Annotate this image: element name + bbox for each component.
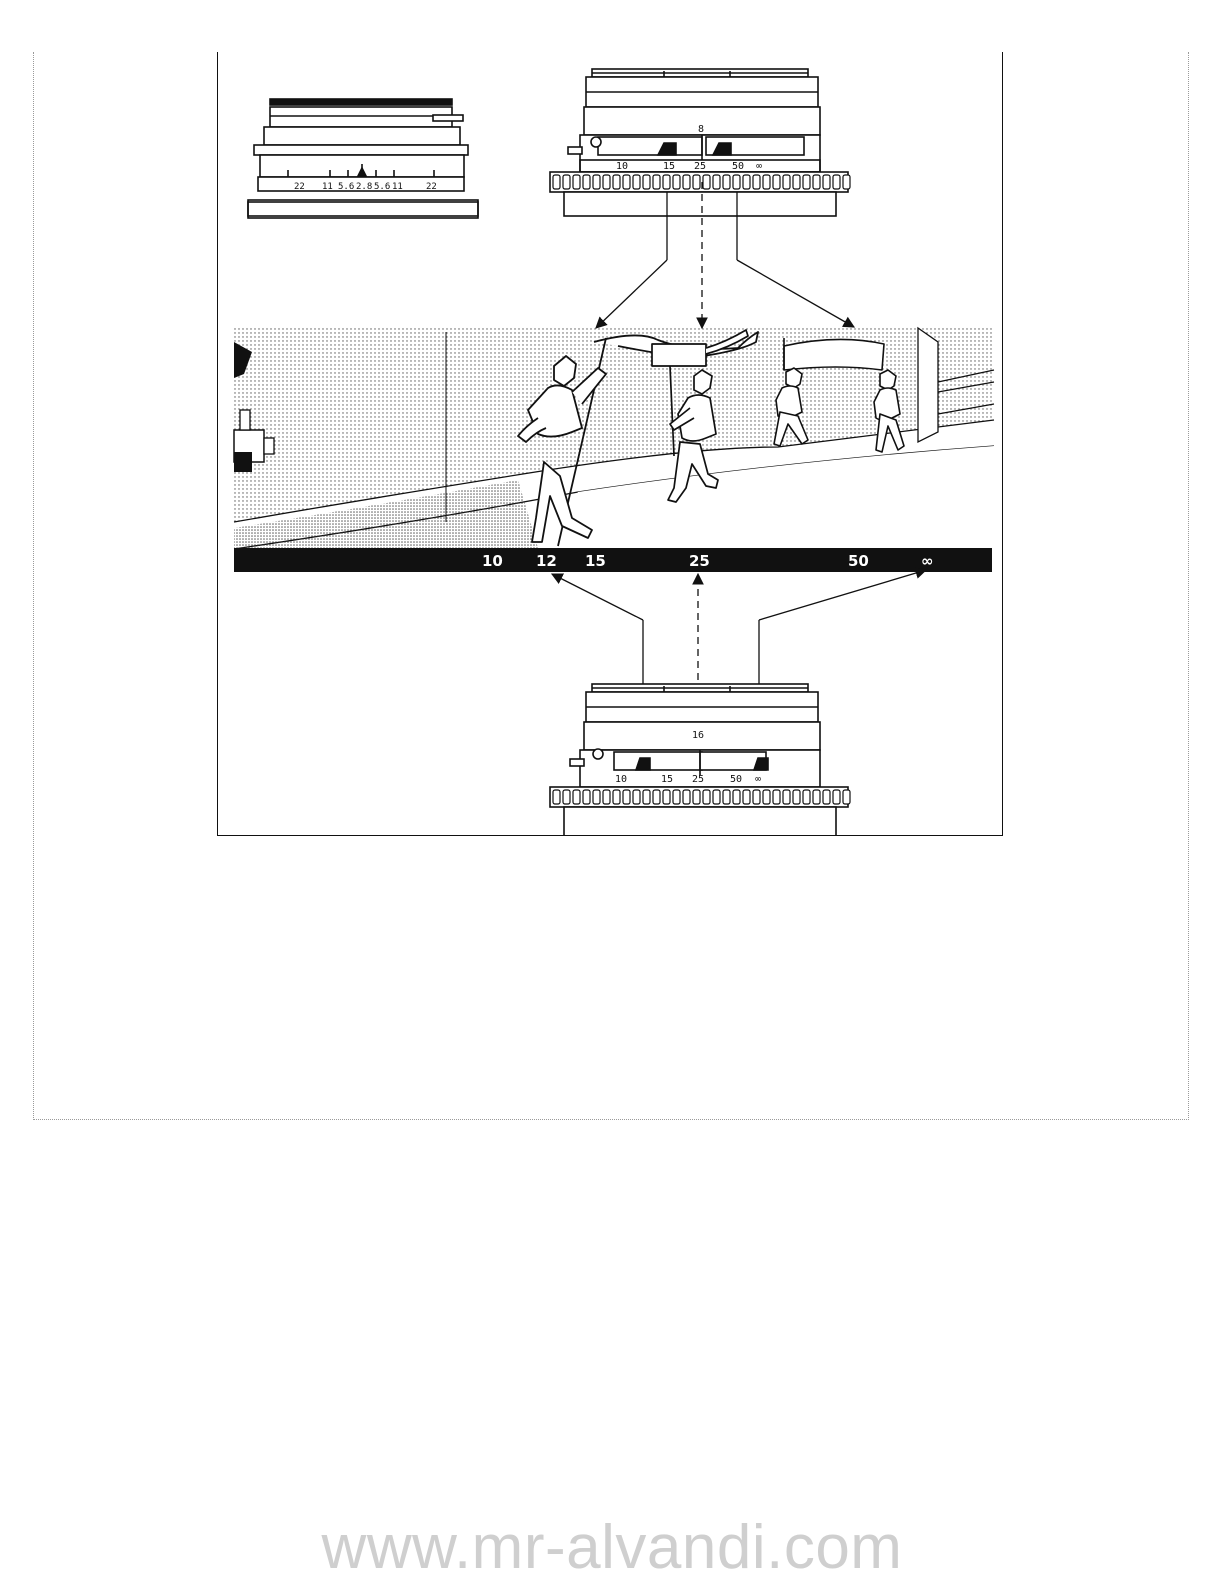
knurl-ridge xyxy=(633,175,640,189)
knurl-ridge xyxy=(613,790,620,804)
bottom-lens-distance-label: 10 xyxy=(615,774,628,785)
knurl-ridge xyxy=(823,790,830,804)
knurl-ridge xyxy=(733,175,740,189)
knurl-ridge xyxy=(723,175,730,189)
knurl-ridge xyxy=(713,175,720,189)
knurl-ridge xyxy=(803,175,810,189)
bottom-lens-aperture-mark: 16 xyxy=(692,730,705,741)
distance-bar-label: 50 xyxy=(848,552,869,570)
small-lens-label: 2.8 xyxy=(356,182,373,192)
knurl-ridge xyxy=(783,790,790,804)
top-lens-aperture-mark: 8 xyxy=(698,124,705,135)
knurl-ridge xyxy=(693,790,700,804)
knurl-ridge xyxy=(673,175,680,189)
knurl-ridge xyxy=(703,175,710,189)
knurl-ridge xyxy=(613,175,620,189)
knurl-ridge xyxy=(723,790,730,804)
knurl-ridge xyxy=(683,790,690,804)
distance-bar-label: 25 xyxy=(689,552,710,570)
knurl-ridge xyxy=(623,175,630,189)
knurl-ridge xyxy=(593,790,600,804)
knurl-ridge xyxy=(683,175,690,189)
knurl-ridge xyxy=(793,175,800,189)
knurl-ridge xyxy=(573,175,580,189)
knurl-ridge xyxy=(803,790,810,804)
knurl-ridge xyxy=(793,790,800,804)
knurl-ridge xyxy=(623,790,630,804)
top-lens-distance-label: 15 xyxy=(663,161,676,172)
knurl-ridge xyxy=(743,175,750,189)
knurl-ridge xyxy=(763,175,770,189)
knurl-ridge xyxy=(773,790,780,804)
knurl-ridge xyxy=(553,790,560,804)
knurl-ridge xyxy=(753,790,760,804)
knurl-ridge xyxy=(653,175,660,189)
parade-scene xyxy=(234,328,994,549)
knurl-ridge xyxy=(843,790,850,804)
distance-bar xyxy=(234,548,992,572)
top-lens-illustration xyxy=(550,69,848,216)
knurl-ridge xyxy=(643,790,650,804)
knurl-ridge xyxy=(553,175,560,189)
figure-box xyxy=(217,52,1003,836)
knurl-ridge xyxy=(703,790,710,804)
knurl-ridge xyxy=(563,175,570,189)
knurl-ridge xyxy=(713,790,720,804)
knurl-ridge xyxy=(663,790,670,804)
knurl-ridge xyxy=(753,175,760,189)
knurl-ridge xyxy=(833,175,840,189)
knurl-ridge xyxy=(813,175,820,189)
knurl-ridge xyxy=(783,175,790,189)
bottom-lens-distance-label: ∞ xyxy=(755,774,762,785)
knurl-ridge xyxy=(643,175,650,189)
knurl-ridge xyxy=(593,175,600,189)
knurl-ridge xyxy=(653,790,660,804)
knurl-ridge xyxy=(583,790,590,804)
small-lens-label: 5.6 xyxy=(338,182,355,192)
knurl-ridge xyxy=(563,790,570,804)
knurl-ridge xyxy=(843,175,850,189)
top-lens-distance-label: 25 xyxy=(694,161,707,172)
top-lens-distance-label: ∞ xyxy=(756,161,763,172)
top-lens-distance-label: 50 xyxy=(732,161,745,172)
knurl-ridge xyxy=(743,790,750,804)
knurl-ridge xyxy=(583,175,590,189)
watermark-text: www.mr-alvandi.com xyxy=(321,1513,903,1582)
knurl-ridge xyxy=(603,790,610,804)
bottom-lens-illustration xyxy=(550,684,848,836)
small-lens-label: 22 xyxy=(294,182,305,192)
small-lens-illustration xyxy=(248,99,478,218)
bottom-lens-distance-label: 25 xyxy=(692,774,705,785)
small-lens-label: 11 xyxy=(392,182,403,192)
knurl-ridge xyxy=(663,175,670,189)
distance-bar-label: 15 xyxy=(585,552,606,570)
distance-bar-label: 12 xyxy=(536,552,557,570)
knurl-ridge xyxy=(733,790,740,804)
knurl-ridge xyxy=(773,175,780,189)
small-lens-label: 11 xyxy=(322,182,333,192)
top-lens-distance-label: 10 xyxy=(616,161,629,172)
bottom-lens-distance-label: 15 xyxy=(661,774,674,785)
distance-bar-label: 10 xyxy=(482,552,503,570)
knurl-ridge xyxy=(823,175,830,189)
small-lens-label: 5.6 xyxy=(374,182,391,192)
knurl-ridge xyxy=(833,790,840,804)
small-lens-label: 22 xyxy=(426,182,437,192)
distance-bar-label: ∞ xyxy=(921,552,934,570)
knurl-ridge xyxy=(633,790,640,804)
knurl-ridge xyxy=(603,175,610,189)
bottom-lens-distance-label: 50 xyxy=(730,774,743,785)
knurl-ridge xyxy=(813,790,820,804)
knurl-ridge xyxy=(673,790,680,804)
knurl-ridge xyxy=(693,175,700,189)
knurl-ridge xyxy=(573,790,580,804)
knurl-ridge xyxy=(763,790,770,804)
